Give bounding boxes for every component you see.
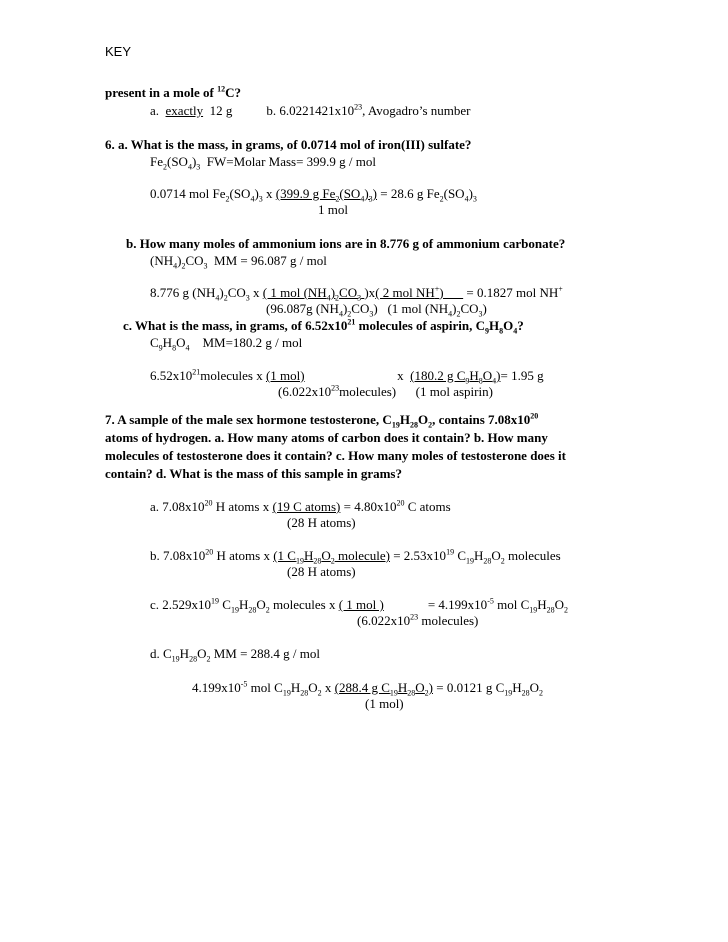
- q7d-calculation: $4.199x10^{-5}$ mol $C_{19}H_{28}O_2$ x (288.4 g $C_{19}H_{28}O_2) = 0.0121$ g $C_{19}H_{28}O_2$: [192, 679, 544, 698]
- q6c-formula: $C_9H_8O_4$ MM=180.2 g / mol: [150, 335, 303, 353]
- q6c-question: c. What is the mass, in grams, of $6.52x10^{21}$ molecules of aspirin, $C_9H_8O_4$?: [123, 317, 524, 336]
- q7-question-line2: atoms of hydrogen. a. How many atoms of carbon does it contain? b. How many: [105, 430, 548, 445]
- q7b-denominator: (28 H atoms): [287, 564, 356, 579]
- q7-question-line3: molecules of testosterone does it contain? c. How many moles of testosterone does it: [105, 448, 566, 463]
- q7b-calculation: b. $7.08x10^{20}$ H atoms x (1 $C_{19}H_{28}O_2$ molecule) = $2.53x10^{19}$ $C_{19}H_{28}O_2$ molecules: [150, 547, 561, 566]
- q6c-denominator: $(6.022x10^{23}molecules)$ (1 mol aspirin): [278, 383, 493, 399]
- q6b-calculation: 8.776 g $(NH_4)_2CO_3$ x ( 1 mol $(NH_4)_2CO_3$ )x( 2 mol NH+) = 0.1827 mol NH+: [150, 284, 563, 303]
- q6b-denominator: (96.087g $(NH_4)_2CO_3$) (1 mol $(NH_4)_2CO_3$): [266, 301, 487, 319]
- q6a-question: 6. a. What is the mass, in grams, of 0.0714 mol of iron(III) sulfate?: [105, 137, 472, 152]
- page-header-key: KEY: [105, 44, 132, 59]
- q6a-formula: $Fe_2(SO_4)_3$ FW=Molar Mass= 399.9 g / mol: [150, 154, 377, 172]
- q7c-denominator: ($6.022x10^{23}$ molecules): [357, 612, 479, 628]
- q6b-question: b. How many moles of ammonium ions are in 8.776 g of ammonium carbonate?: [126, 236, 566, 251]
- q7a-denominator: (28 H atoms): [287, 515, 356, 530]
- q7c-calculation: c. $2.529x10^{19}$ $C_{19}H_{28}O_2$ molecules x ( 1 mol ) = $4.199x10^{-5}$ mol $C_{19}H_{28}O_2$: [150, 596, 569, 615]
- q7-question-line4: contain? d. What is the mass of this sample in grams?: [105, 466, 402, 481]
- q6c-calculation: $6.52x10^{21}molecules$ x (1 mol) x (180.2 g $C_9H_8O_4)= 1.95$ g: [150, 367, 544, 386]
- q5-answers: a. exactly 12 g b. $6.0221421x10^{23}$, Avogadro’s number: [150, 102, 471, 118]
- q6b-formula: $(NH_4)_2CO_3$ MM = 96.087 g / mol: [150, 253, 327, 271]
- q6a-calculation: 0.0714 mol $Fe_2(SO_4)_3$ x (399.9 g $Fe_2(SO_4)_3) = 28.6$ g $Fe_2(SO_4)_3$: [150, 186, 477, 204]
- q7d-formula: d. $C_{19}H_{28}O_2$ MM = 288.4 g / mol: [150, 646, 320, 664]
- q7-question-line1: 7. A sample of the male sex hormone testosterone, $C_{19}H_{28}O_2$, contains $7.08x10^{20}$: [105, 411, 539, 430]
- q6a-denominator: 1 mol: [318, 202, 348, 217]
- q7d-denominator: (1 mol): [365, 696, 404, 711]
- q5-prompt: present in a mole of $^{12}$C?: [105, 84, 241, 100]
- q7a-calculation: a. $7.08x10^{20}$ H atoms x (19 C atoms) = $4.80x10^{20}$ C atoms: [150, 498, 451, 514]
